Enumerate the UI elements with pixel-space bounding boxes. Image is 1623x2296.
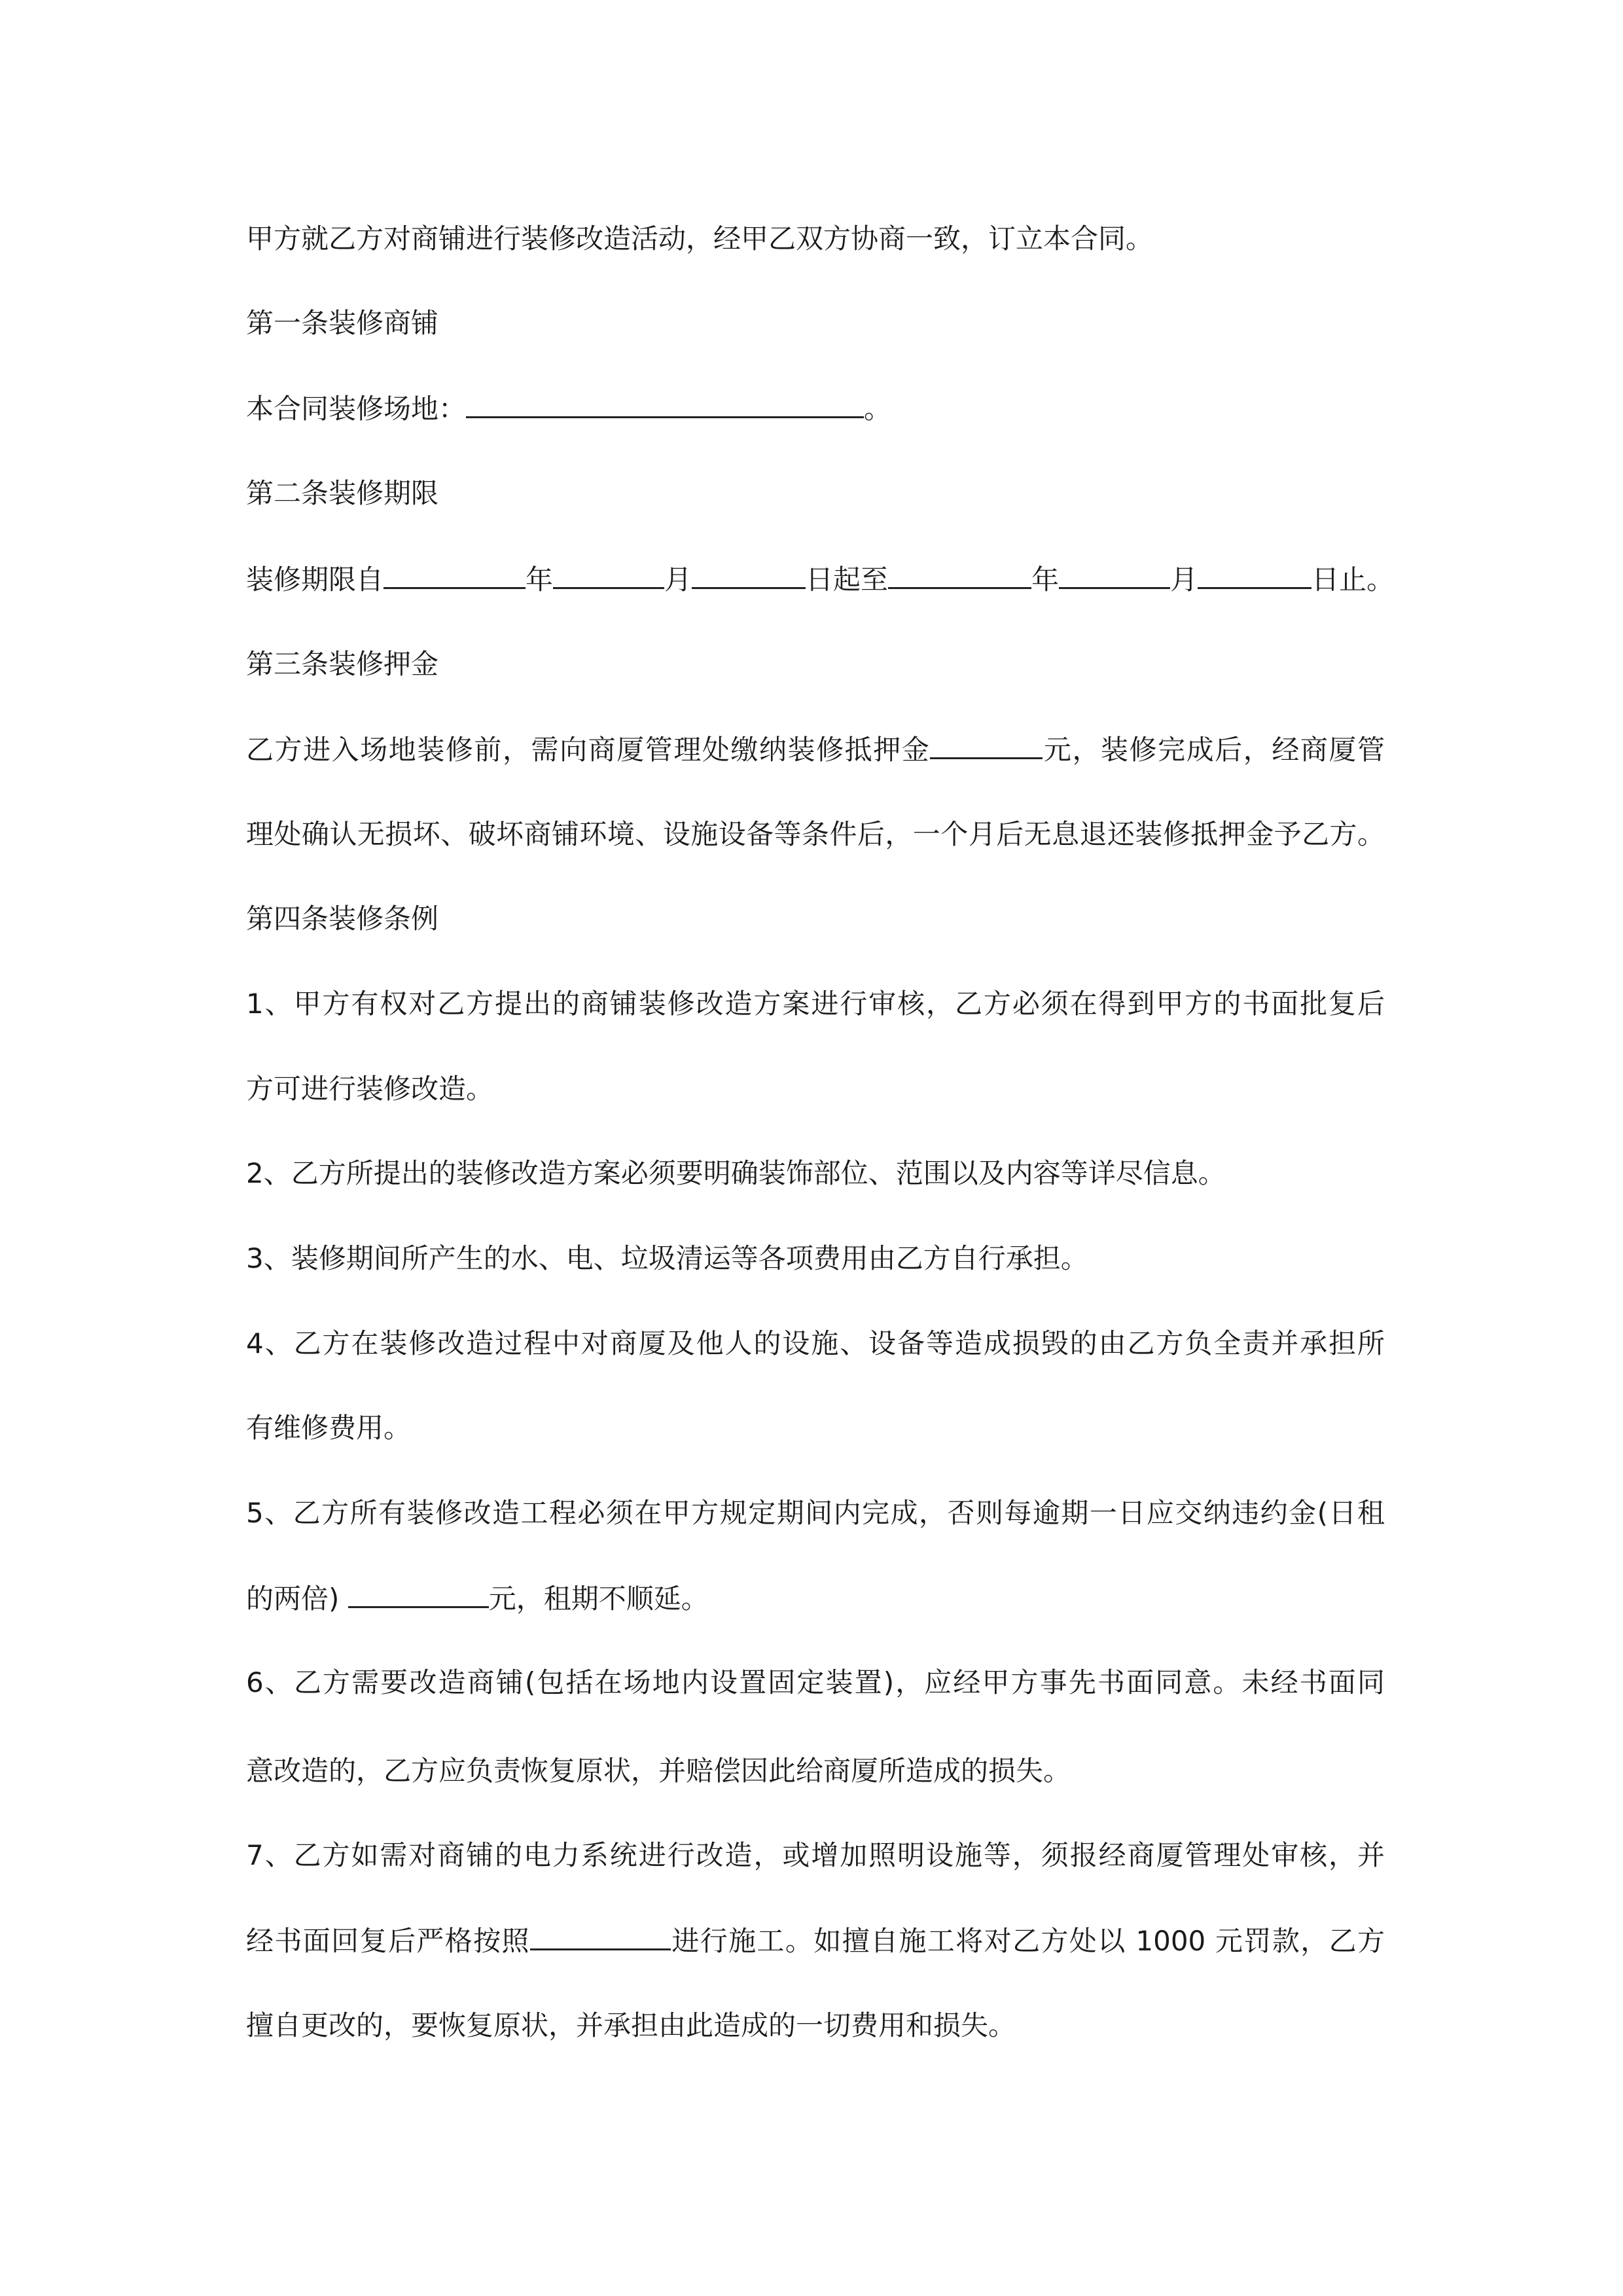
end-month-blank[interactable] [1059,561,1170,589]
clause-7-text-2: 进行施工。如擅自施工将对乙方处以 1000 元罚款，乙方 [670,1925,1385,1957]
period-text: 年 [1031,564,1060,596]
article-1-heading: 第一条装修商铺 [246,307,439,339]
clause-1: 1、甲方有权对乙方提出的商铺装修改造方案进行审核，乙方必须在得到甲方的书面批复后 [246,988,1385,1020]
end-year-blank[interactable] [888,561,1031,589]
venue-blank[interactable] [466,390,864,418]
period-text: 装修期限自 [246,564,384,596]
penalty-blank[interactable] [348,1580,489,1608]
clause-5-cont [246,1580,1385,1617]
start-month-blank[interactable] [553,561,664,589]
clause-1-cont: 方可进行装修改造。 [246,1073,494,1105]
deposit-line [246,731,1385,768]
venue-end: 。 [864,393,892,425]
clause-7-cont [246,1922,1385,1960]
clause-3: 3、装修期间所产生的水、电、垃圾清运等各项费用由乙方自行承担。 [246,1242,1088,1274]
period-text: 日止。 [1311,564,1395,596]
period-text: 日起至 [806,564,889,596]
start-year-blank[interactable] [383,561,526,589]
clause-7-text: 经书面回复后严格按照 [246,1925,530,1957]
end-day-blank[interactable] [1198,561,1311,589]
venue-line [246,390,1385,427]
standard-blank[interactable] [530,1922,671,1950]
venue-label: 本合同装修场地： [246,393,467,425]
deposit-text: 乙方进入场地装修前，需向商厦管理处缴纳装修抵押金 [246,734,931,766]
clause-4: 4、乙方在装修改造过程中对商厦及他人的设施、设备等造成损毁的由乙方负全责并承担所 [246,1327,1385,1359]
clause-5-text-2: 元，租期不顺延。 [488,1583,709,1615]
clause-4-cont: 有维修费用。 [246,1412,412,1444]
period-text: 年 [526,564,554,596]
deposit-blank[interactable] [930,731,1043,759]
start-day-blank[interactable] [692,561,806,589]
period-text: 月 [664,564,692,596]
clause-7: 7、乙方如需对商铺的电力系统进行改造，或增加照明设施等，须报经商厦管理处审核，并 [246,1839,1385,1871]
clause-2: 2、乙方所提出的装修改造方案必须要明确装饰部位、范围以及内容等详尽信息。 [246,1157,1226,1189]
clause-5: 5、乙方所有装修改造工程必须在甲方规定期间内完成，否则每逾期一日应交纳违约金(日租 [246,1497,1385,1529]
article-3-heading: 第三条装修押金 [246,648,439,680]
deposit-text-2: 元，装修完成后，经商厦管 [1043,734,1385,766]
article-2-heading: 第二条装修期限 [246,477,439,509]
intro-paragraph: 甲方就乙方对商铺进行装修改造活动，经甲乙双方协商一致，订立本合同。 [246,223,1154,255]
period-line [246,561,1395,598]
period-text: 月 [1170,564,1198,596]
clause-6-cont: 意改造的，乙方应负责恢复原状，并赔偿因此给商厦所造成的损失。 [246,1755,1071,1787]
deposit-line-2: 理处确认无损坏、破坏商铺环境、设施设备等条件后，一个月后无息退还装修抵押金予乙方。 [246,818,1385,850]
clause-7-end: 擅自更改的，要恢复原状，并承担由此造成的一切费用和损失。 [246,2009,1016,2041]
clause-5-text: 的两倍) [246,1583,340,1615]
article-4-heading: 第四条装修条例 [246,903,439,935]
clause-6: 6、乙方需要改造商铺(包括在场地内设置固定装置)，应经甲方事先书面同意。未经书面同 [246,1666,1385,1698]
